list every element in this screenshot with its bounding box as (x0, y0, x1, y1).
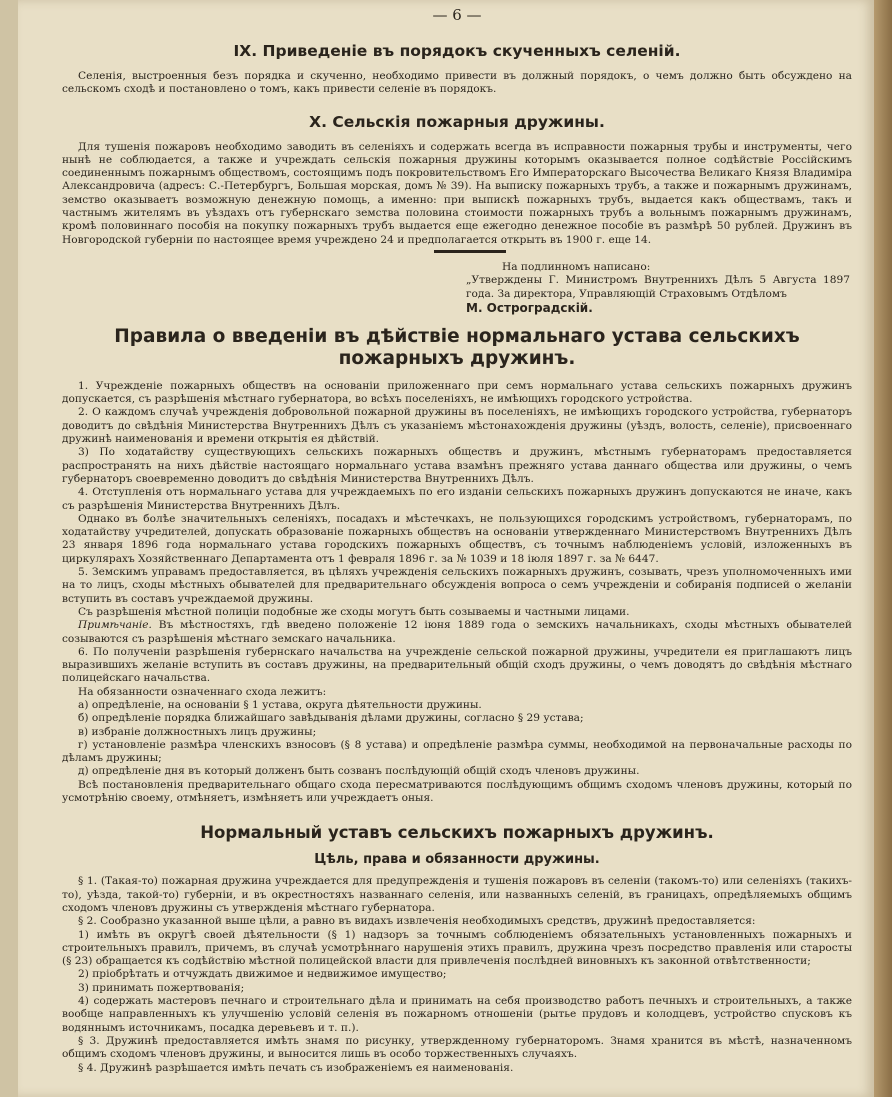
charter-body (62, 875, 852, 1074)
charter-paragraph-4: § 4. Дружинѣ разрѣшается имѣть печать съ изображеніемъ ея наименованія. (78, 1061, 514, 1074)
section-9-title: IX. Приведеніе въ порядокъ скученныхъ селеній. (233, 42, 681, 60)
rule-5-note (62, 619, 852, 646)
page-edge (874, 0, 892, 1097)
rule-6-item-g: г) установленіе размѣра членскихъ взносовъ (§ 8 устава) и опредѣленіе размѣра суммы, необходимой на первоначальные расходы по дѣламъ дружины; (62, 738, 852, 765)
charter-paragraph-2: § 2. Сообразно указанной выше цѣли, а равно въ видахъ извлеченія необходимыхъ средствъ, дружинѣ предоставляется: (78, 915, 756, 928)
charter-title: Нормальный уставъ сельскихъ пожарныхъ дружинъ. (200, 823, 714, 843)
rule-5-continued: Съ разрѣшенія мѣстной полиціи подобные же сходы могутъ быть созываемы и частными лицами. (78, 605, 630, 618)
rule-6: 6. По полученіи разрѣшенія губернскаго начальства на учрежденіе сельской пожарной дружины, учредители ея приглашаютъ лицъ выразившихъ желаніе вступить въ составъ дружины, на предварительный общій сходъ дружины, о чемъ доводятъ до свѣдѣнія мѣстнаго полицейскаго начальства. (62, 645, 852, 685)
rules-body (62, 380, 852, 806)
section-10-text: Для тушенія пожаровъ необходимо заводить въ селеніяхъ и содержать всегда въ исправности пожарныя трубы и инструменты, чего нынѣ не соблюдается, а также и учреждать сельскія пожарныя дружины которымъ оказывается полное содѣйствіе Россійскимъ соединеннымъ пожарнымъ обществомъ, состоящимъ подъ покровительствомъ Его Императорскаго Высочества Великаго Князя Владиміра Александровича (адресъ: С.-Петербургъ, Большая морская, домъ № 39). На выписку пожарныхъ трубъ, а также и пожарнымъ дружинамъ, земство оказываетъ возможную денежную помощь, а именно: при выпискѣ пожарныхъ трубъ, выдается какъ обществамъ, такъ и частнымъ жителямъ въ уѣздахъ отъ губернскаго земства половина стоимости пожарныхъ трубъ а вольнымъ пожарнымъ дружинамъ, кромѣ половиннаго пособія на покупку пожарныхъ трубъ выдается еще ежегодно денежное пособіе въ размѣрѣ 50 рублей. Дружинъ въ Новгородской губерніи по настоящее время учреждено 24 и предполагается открыть въ 1900 г. еще 14. (62, 140, 852, 246)
charter-paragraph-2-item-1: 1) имѣть въ округѣ своей дѣятельности (§ 1) надзоръ за точнымъ соблюденіемъ обязательныхъ установленныхъ пожарныхъ и строительныхъ правилъ, причемъ, въ случаѣ усмотрѣннаго нарушенія этихъ правилъ, дружина чрезъ посредство правленія или старосты (§ 23) обращается къ содѣйствію мѣстной полицейской власти для привлеченія послѣдней виновныхъ къ законной отвѣтственности; (62, 928, 852, 968)
section-10-title: X. Сельскія пожарныя дружины. (309, 112, 605, 131)
page-number: — 6 — (432, 6, 482, 24)
note-text: Въ мѣстностяхъ, гдѣ введено положеніе 12 іюня 1889 года о земскихъ начальникахъ, сходы мѣстныхъ обывателей созываются съ разрѣшенія мѣстнаго земскаго начальника. (62, 619, 852, 645)
note-label: Примѣчаніе. (78, 619, 152, 632)
rule-5: 5. Земскимъ управамъ предоставляется, въ цѣляхъ учрежденія сельскихъ пожарныхъ дружинъ, созывать, чрезъ уполномоченныхъ ими на то лицъ, сходы мѣстныхъ обывателей для предварительнаго обсужденія вопроса о семъ учрежденіи и собиранія подписей о желаніи вступить въ составъ учреждаемой дружины. (62, 566, 852, 605)
charter-paragraph-2-item-3: 3) принимать пожертвованія; (78, 981, 245, 994)
rule-1: 1. Учрежденіе пожарныхъ обществъ на основаніи приложеннаго при семъ нормальнаго устава сельскихъ пожарныхъ дружинъ допускается, съ разрѣшенія мѣстнаго губернатора, во всѣхъ поселеніяхъ, не имѣющихъ городского устройства. (62, 379, 852, 406)
rule-3: 3) По ходатайству существующихъ сельскихъ пожарныхъ обществъ и дружинъ, мѣстнымъ губернаторамъ предоставляется распространять на нихъ дѣйствіе настоящаго нормальнаго устава взамѣнъ прежняго устава даннаго общества или дружины, о чемъ губернаторъ своевременно доводитъ до свѣдѣнія Министерства Внутреннихъ Дѣлъ. (62, 446, 852, 485)
section-9-text: Селенія, выстроенныя безъ порядка и скученно, необходимо привести въ должный порядокъ, о чемъ должно быть обсуждено на сельскомъ сходѣ и постановлено о томъ, какъ привести селеніе въ порядокъ. (62, 70, 852, 96)
rule-6-duties-intro: На обязанности означеннаго схода лежитъ: (78, 685, 327, 698)
separator-rule (434, 250, 506, 253)
rule-6-item-v: в) избраніе должностныхъ лицъ дружины; (78, 725, 317, 738)
charter-paragraph-2-item-2: 2) пріобрѣтать и отчуждать движимое и недвижимое имущество; (78, 968, 447, 981)
rule-4: 4. Отступленія отъ нормальнаго устава для учреждаемыхъ по его изданіи сельскихъ пожарныхъ дружинъ допускаются не иначе, какъ съ разрѣшенія Министерства Внутреннихъ Дѣлъ. (62, 486, 852, 512)
charter-subtitle: Цѣль, права и обязанности дружины. (314, 852, 600, 868)
charter-paragraph-3: § 3. Дружинѣ предоставляется имѣть знамя по рисунку, утвержденному губернаторомъ. Знамя хранится въ мѣстѣ, назначенномъ общимъ сходомъ членовъ дружины, и выносится лишь въ особо торжественныхъ случаяхъ. (62, 1034, 852, 1061)
approval-signature: М. Остроградскій. (466, 300, 593, 315)
rule-2: 2. О каждомъ случаѣ учрежденія добровольной пожарной дружины въ поселеніяхъ, не имѣющихъ городского устройства, губернаторъ доводитъ до свѣдѣнія Министерства Внутреннихъ Дѣлъ съ указаніемъ мѣстонахожденія дружины (уѣздъ, волость, селеніе), присвоеннаго дружинѣ наименованія и времени открытія ея дѣйствій. (62, 406, 852, 446)
rules-title: Правила о введеніи въ дѣйствіе нормальнаго устава сельскихъ пожарныхъ дружинъ. (114, 325, 800, 369)
rule-6-item-a: а) опредѣленіе, на основаніи § 1 устава, округа дѣятельности дружины. (78, 698, 482, 711)
rule-6-item-d: д) опредѣленіе дня въ который долженъ быть созванъ послѣдующій общій сходъ членовъ дружины. (78, 765, 640, 778)
rule-6-item-b: б) опредѣленіе порядка ближайшаго завѣдыванія дѣлами дружины, согласно § 29 устава; (78, 712, 584, 725)
page-content (62, 0, 852, 1075)
approval-text: „Утверждены Г. Министромъ Внутреннихъ Дѣлъ 5 Августа 1897 года. За директора, Управляющій Страховымъ Отдѣломъ (466, 274, 850, 300)
rule-4-continued: Однако въ болѣе значительныхъ селеніяхъ, посадахъ и мѣстечкахъ, не пользующихся городскимъ устройствомъ, губернаторамъ, по ходатайству учредителей, допускать образованіе пожарныхъ обществъ на основаніи утвержденнаго Министерствомъ Внутреннихъ Дѣлъ 23 января 1896 года нормальнаго устава городскихъ пожарныхъ обществъ, съ точнымъ наблюденіемъ условій, изложенныхъ въ циркулярахъ Хозяйственнаго Департамента отъ 1 февраля 1896 г. за № 1039 и 18 іюля 1897 г. за № 6447. (62, 512, 852, 565)
approval-block (466, 261, 850, 316)
charter-paragraph-2-item-4: 4) содержать мастеровъ печнаго и строительнаго дѣла и принимать на себя производство работъ печныхъ и строительныхъ, а также вообще направленныхъ къ улучшенію условій селенія въ пожарномъ отношеніи (рытье прудовъ и колодцевъ, устройство спусковъ къ водяннымъ источникамъ, посадка деревьевъ и т. п.). (62, 995, 852, 1034)
approval-heading: На подлинномъ написано: (502, 260, 651, 273)
charter-paragraph-1: § 1. (Такая-то) пожарная дружина учреждается для предупрежденія и тушенія пожаровъ въ селеніи (такомъ-то) или селеніяхъ (такихъ-то), уѣзда, такой-то) губерніи, и въ окрестностяхъ названнаго селенія, или названныхъ селеній, въ границахъ, опредѣляемыхъ общимъ сходомъ членовъ дружины съ утвержденія мѣстнаго губернатора. (62, 875, 852, 914)
rule-6-closing: Всѣ постановленія предварительнаго общаго схода пересматриваются послѣдующимъ общимъ сходомъ членовъ дружины, который по усмотрѣнію своему, отмѣняетъ, измѣняетъ или учреждаетъ оныя. (62, 778, 852, 805)
